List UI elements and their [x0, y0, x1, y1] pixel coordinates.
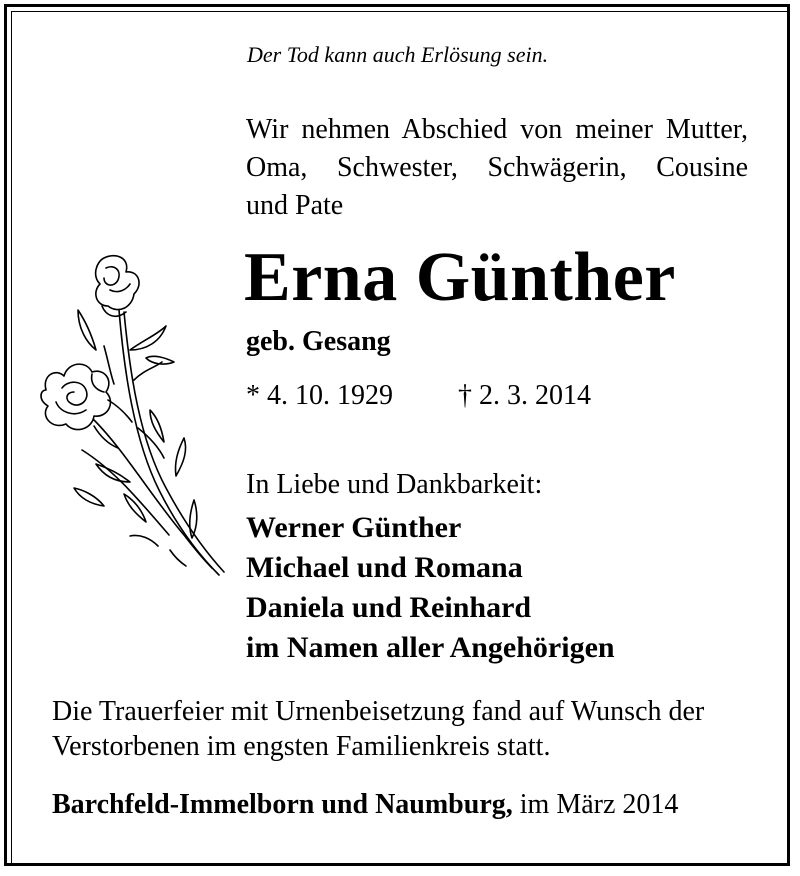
motto: Der Tod kann auch Erlösung sein. [247, 42, 549, 67]
intro-line: Oma, Schwester, Schwägerin, Cousine [246, 152, 748, 183]
place-date: im März 2014 [512, 789, 679, 820]
mourners-list [246, 508, 615, 668]
maiden-name: geb. Gesang [246, 326, 391, 357]
mourner-line: Daniela und Reinhard [246, 591, 532, 624]
place-location: Barchfeld-Immelborn und Naumburg, [52, 789, 513, 820]
intro-text [246, 111, 748, 225]
ceremony-text: Die Trauerfeier mit Urnenbeisetzung fand auf Wunsch der Verstorbenen im engsten Familienkreis statt. [52, 696, 705, 762]
deceased-name: Erna Günther [244, 239, 676, 316]
rose-icon [34, 250, 234, 580]
death-date: † 2. 3. 2014 [458, 380, 591, 411]
mourner-line: im Namen aller Angehörigen [246, 631, 615, 664]
mourner-line: Werner Günther [246, 511, 462, 544]
intro-line: Wir nehmen Abschied von meiner Mutter, [246, 114, 748, 145]
love-line: In Liebe und Dankbarkeit: [246, 469, 543, 500]
intro-line: und Pate [246, 190, 344, 221]
mourner-line: Michael und Romana [246, 551, 523, 584]
place-date-line [52, 789, 678, 821]
birth-date: * 4. 10. 1929 [246, 380, 393, 411]
